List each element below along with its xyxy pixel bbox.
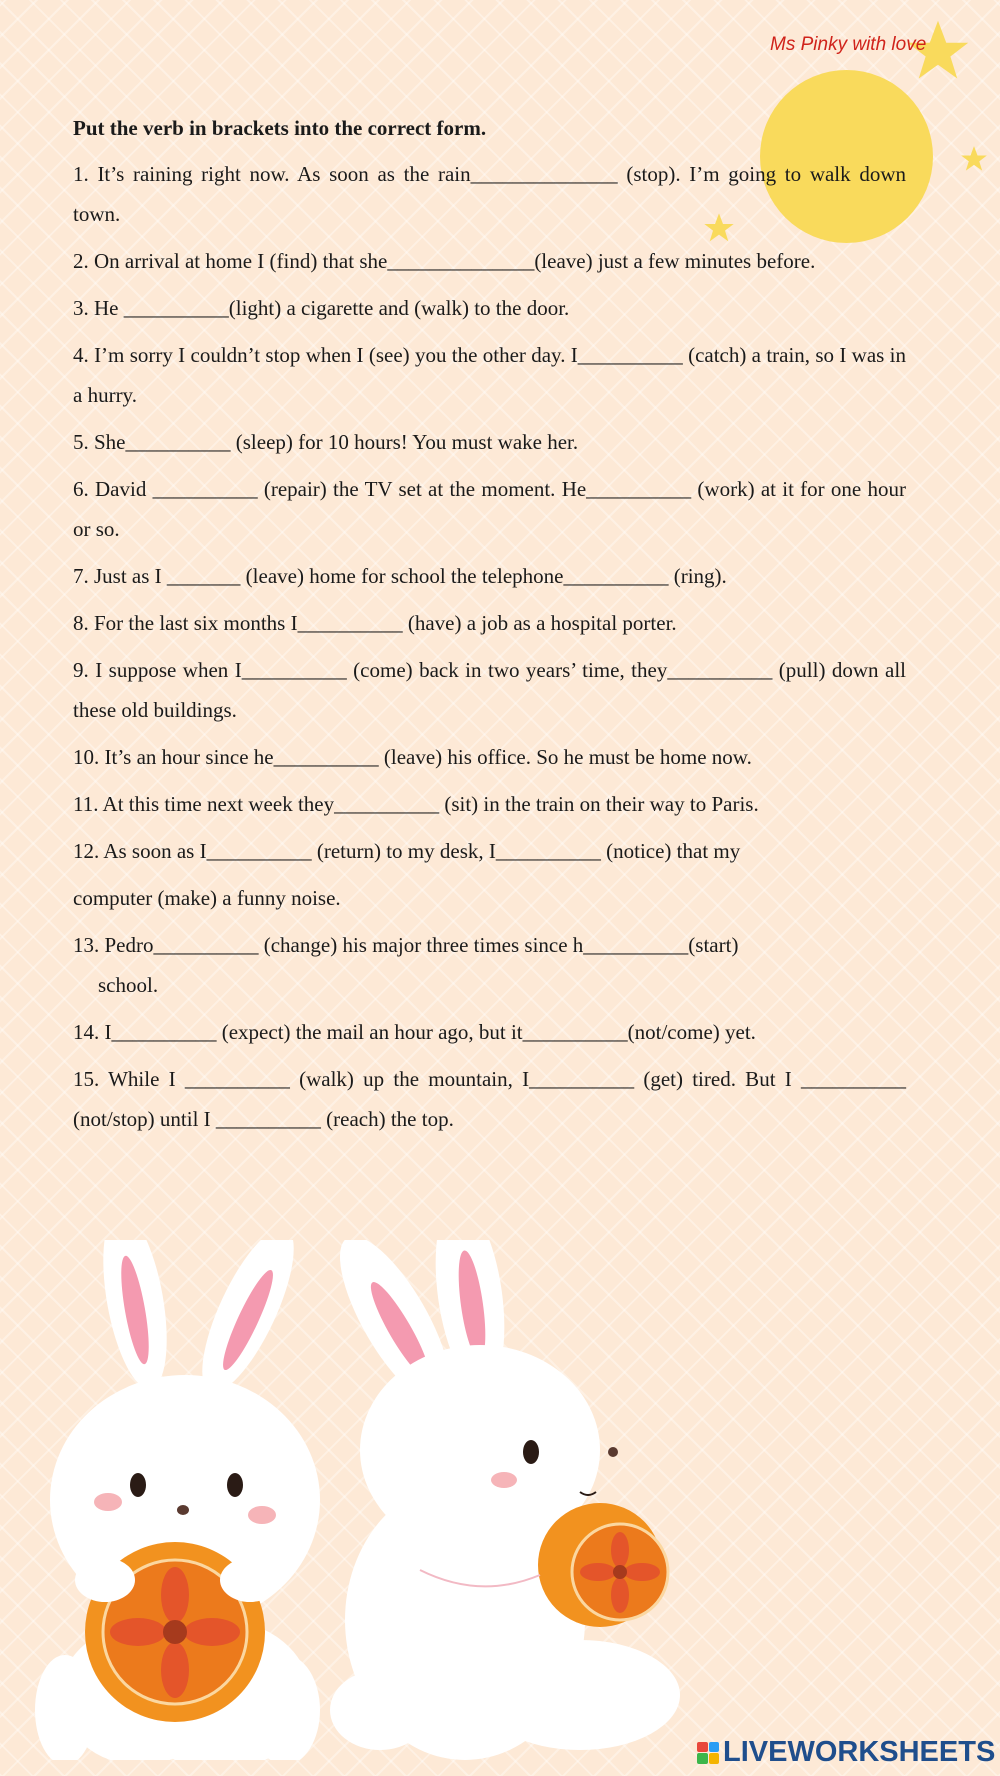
question-6: 6. David __________ (repair) the TV set at the moment. He__________ (work) at it for one hour or so.: [73, 477, 906, 541]
question-12-line-1: 12. As soon as I__________ (return) to my desk, I__________ (notice) that my: [73, 839, 741, 863]
question-13-line-1: 13. Pedro__________ (change) his major three times since h__________(start): [73, 933, 739, 957]
question-9: 9. I suppose when I__________ (come) back in two years’ time, they__________ (pull) down all these old buildings.: [73, 658, 906, 722]
rabbits-mooncake-illustration: [20, 1240, 700, 1760]
logo-text: LIVEWORKSHEETS: [723, 1736, 996, 1768]
worksheet-content: [73, 108, 906, 1146]
question-10: 10. It’s an hour since he__________ (leave) his office. So he must be home now.: [73, 745, 752, 769]
question-2: 2. On arrival at home I (find) that she______________(leave) just a few minutes before.: [73, 249, 816, 273]
question-12-line-2: computer (make) a funny noise.: [73, 886, 341, 910]
question-8: 8. For the last six months I__________ (have) a job as a hospital porter.: [73, 611, 677, 635]
question-15: 15. While I __________ (walk) up the mountain, I__________ (get) tired. But I __________ (not/stop) until I __________ (reach) the top.: [73, 1067, 906, 1131]
question-4: 4. I’m sorry I couldn’t stop when I (see) you the other day. I__________ (catch) a train, so I was in a hurry.: [73, 343, 906, 407]
question-5: 5. She__________ (sleep) for 10 hours! You must wake her.: [73, 430, 579, 454]
signature-text: Ms Pinky with love: [770, 34, 927, 55]
logo-squares-icon: [697, 1742, 719, 1764]
question-13-line-2: school.: [98, 973, 159, 997]
liveworksheets-logo: [697, 1736, 995, 1769]
star-icon-small: [960, 145, 988, 173]
right-rabbit: [320, 1240, 680, 1760]
instructions-heading: Put the verb in brackets into the correct form.: [73, 116, 487, 140]
question-3: 3. He __________(light) a cigarette and (walk) to the door.: [73, 296, 570, 320]
question-7: 7. Just as I _______ (leave) home for school the telephone__________ (ring).: [73, 564, 727, 588]
question-1: 1. It’s raining right now. As soon as the rain______________ (stop). I’m going to walk down town.: [73, 162, 906, 226]
left-rabbit: [35, 1240, 320, 1760]
question-14: 14. I__________ (expect) the mail an hour ago, but it__________(not/come) yet.: [73, 1020, 756, 1044]
question-11: 11. At this time next week they__________ (sit) in the train on their way to Paris.: [73, 792, 759, 816]
